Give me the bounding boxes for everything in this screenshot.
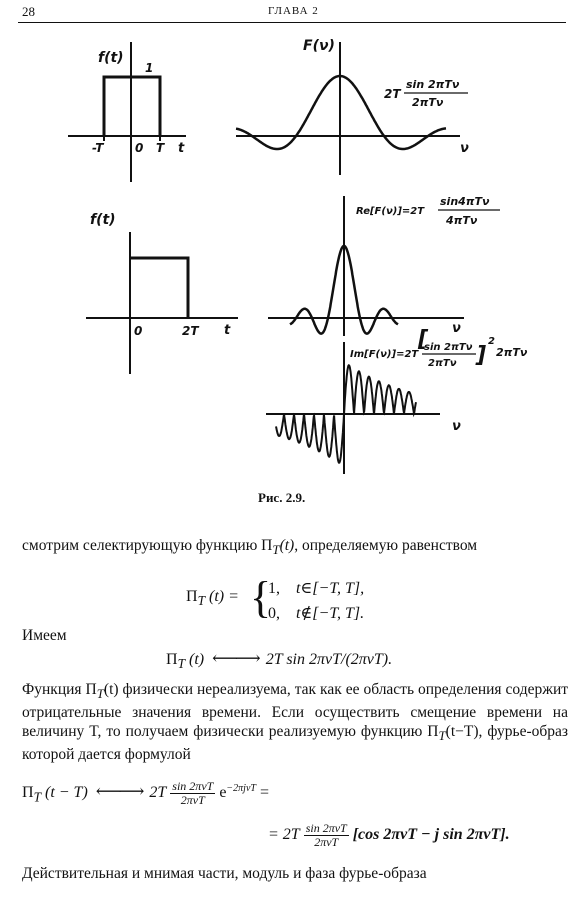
tick-pos-T: T (156, 141, 165, 155)
panel-bottom-right (266, 342, 440, 474)
formula-im-rhs: 2πTν (496, 346, 528, 359)
level-label: 1 (145, 61, 154, 75)
paragraph-intro: смотрим селектирующую функцию $\Pi_T(t)$, определяемую равенством (22, 537, 478, 558)
ylabel-top-right: F(ν) (303, 38, 335, 54)
formula-mid-lhs: Re[F(ν)]=2T (356, 206, 425, 217)
formula-im-lhs: Im[F(ν)]=2T (350, 349, 419, 360)
pulse-curve (130, 258, 188, 318)
brace: { (250, 573, 272, 622)
formula-top-right-den: 2πTν (412, 96, 444, 109)
formula-im-den: 2πTν (428, 358, 457, 369)
case-1: 1, t∈[−T, T], (268, 580, 365, 597)
page-number: 28 (22, 4, 35, 19)
paragraph-realizability: Функция $\Pi_T(t)$ физически нереализуема, так как ее область определения содержит отрицательные значения времени. Если осуществить смещение времени на величину T, то получаем физически реализуемую функцию $\Pi_T(t-T)$, фурье-образ которой дается формулой (22, 681, 569, 764)
tick-2T: 2T (182, 324, 199, 338)
ylabel-top-left: f(t) (98, 50, 124, 66)
case-2: 0, t∉[−T, T]. (268, 605, 365, 622)
equation-expanded: = 2T $\frac{\text{sin 2πνT}}{\text{2πνT}}$ [cos 2πνT − j sin 2πνT]. (268, 821, 510, 849)
panel-mid-left (86, 232, 238, 374)
tick-zero: 0 (135, 141, 144, 155)
equation-cases-lhs: $\Pi_T$ (t) = (186, 588, 239, 609)
tick-zero-mid: 0 (134, 324, 143, 338)
formula-mid-num: sin4πTν (440, 195, 490, 208)
xlabel-top-left: t (178, 141, 185, 156)
equation-shifted: $\Pi_T$ (t − T) ⟵⟶ 2T $\frac{\text{sin 2πνT}}{\text{2πνT}}$ $e^{-2\pi j\nu T}$ = (22, 779, 269, 807)
panel-mid-right (268, 196, 464, 336)
figure-caption: Рис. 2.9. (258, 490, 306, 505)
formula-mid-den: 4πTν (446, 214, 478, 227)
xlabel-top-right: ν (460, 141, 469, 156)
bracket-close: ] (476, 343, 487, 368)
paragraph-imeem: Имеем (22, 627, 67, 644)
xlabel-bottom-right: ν (452, 419, 461, 434)
xlabel-mid-left: t (224, 323, 231, 338)
equation-transform-pair: $\Pi_T$ (t) ⟵⟶ 2T sin 2πνT/(2πνT). (166, 648, 393, 672)
running-title: ГЛАВА 2 (268, 5, 319, 17)
formula-im-power: 2 (488, 336, 495, 347)
bracket-open: [ (418, 327, 429, 352)
panel-top-left (68, 42, 186, 182)
xlabel-mid-right: ν (452, 321, 461, 336)
formula-top-right-num: sin 2πTν (406, 78, 460, 91)
formula-top-right-coef: 2T (384, 87, 401, 101)
paragraph-last-line: Действительная и мнимая части, модуль и фаза фурье-образа (22, 865, 427, 882)
formula-im-num: sin 2πTν (424, 342, 473, 353)
tick-neg-T: -T (92, 141, 104, 155)
ylabel-mid-left: f(t) (90, 212, 116, 228)
